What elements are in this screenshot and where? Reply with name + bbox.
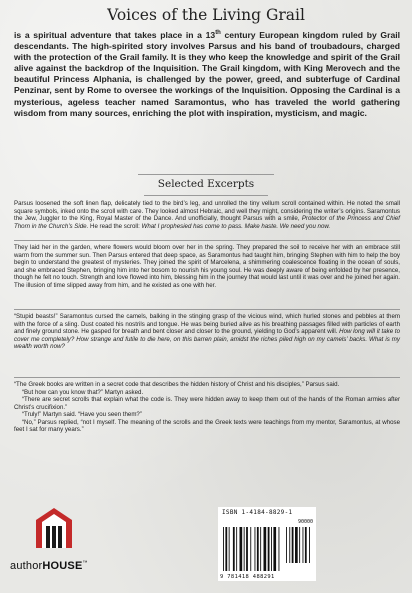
barcode [218,507,316,581]
book-description [14,30,400,119]
section-heading: Selected Excerpts [157,178,255,190]
divider-top [138,174,274,175]
barcode-panel [218,507,316,581]
excerpt-2: They laid her in the garden, where flowers would bloom over her in the spring. They prepared the soil to receive her with an embrace still warm from the summer sun. Then Parsus entered that deep space, as Saramontus had taught him, bringing Stephen with him to help the boy begin to understand the greatest of mysteries. They joined the spirit of Marcelena, a shimmering coalescence floating in the ocean of souls, and she embraced Stephen, bringing him into her bosom to nourish his young soul. He was deeply aware of being enfolded by her presence, though he felt no touch. Strength and love flowed into him, blessing him in the journey that would last until it was over and he joined her again. The illusion of time slipped away from him, and he existed as one with her. [14,244,400,289]
excerpt-divider-2 [14,309,400,310]
excerpt-1: Parsus loosened the soft linen flap, delicately tied to the bird’s leg, and unrolled the tiny vellum scroll contained within. He noted the small square symbols, inked onto the scroll with care. They looked almost Hebraic, and well they might, considering the writer’s origins. Saramontus the Jew, Juggler to the King, Royal Master of the Dance. And unofficially, thought Parsus with a smile, Protector of the Princess and Chief Thorn in the Church’s Side. He read the scroll: What I prophesied has come to pass. Make haste. We need you now. [14,200,400,230]
excerpt-4: “The Greek books are written in a secret code that describes the hidden history of Christ and his disciples,” Parsus said. “But how can you know that?” Martyn asked. “There are secret scrolls that explain what the code is. They were hidden away to keep them out of the hands of the Roman armies after Christ’s crucifixion.” “Truly!” Martyn said. “Have you seen them?” “No,” Parsus replied, “not I myself. The meaning of the scrolls and the Greek texts were teachings from my mentor, Saramontus, at whose feet I sat for many years.” [14,381,400,434]
excerpt-divider-3 [14,377,400,378]
price-code: 90000 [297,519,313,525]
excerpt-divider-1 [14,240,400,241]
excerpt-3: “Stupid beasts!” Saramontus cursed the camels, balking in the stinging grasp of the vicious wind, which hurled stones and pebbles at them with the force of a sling. Dust coated his nostrils and tongue. He was being buried alive as his breathing passages filled with particles of earth and finely ground stone. He gasped for breath and bent closer and closer to the ground, yielding to God’s apparent will. How long will it take to cover me completely? How strange and futile to die here, on this barren plain, amidst the riches piled high on my camels’ backs. What is my wealth worth now? [14,313,400,351]
description-text-continued: century European kingdom ruled by Grail descendants. The high-spirited story involves Parsus and his band of troubadours, charged with the protection of the Grail family. It is they who keep the knowledge and spirit of the Grail alive against the backdrop of the Inquisition. The Grail kingdom, with King Merovech and the beautiful Princess Alphania, is challenged by the power, greed, and subterfuge of Cardinal Penzinar, sent by Rome to oversee the workings of the Inquisition. Opposing the Cardinal is a mysterious, ageless teacher named Saramontus, who has traveled the world gathering wisdom from many sources, enriching the plot with inspiration, mysticism, and magic. [14,30,400,118]
divider-bottom [144,195,268,196]
publisher-logo-text: authorHOUSE™ [10,560,88,572]
barcode-number: 9 781418 488291 [220,574,275,580]
isbn-text: ISBN 1-4184-8829-1 [222,509,293,516]
description-superscript: th [215,30,221,37]
authorhouse-logo-icon [36,508,72,548]
description-text: is a spiritual adventure that takes place in a 13 [14,30,216,40]
book-title: Voices of the Living Grail [107,6,305,24]
